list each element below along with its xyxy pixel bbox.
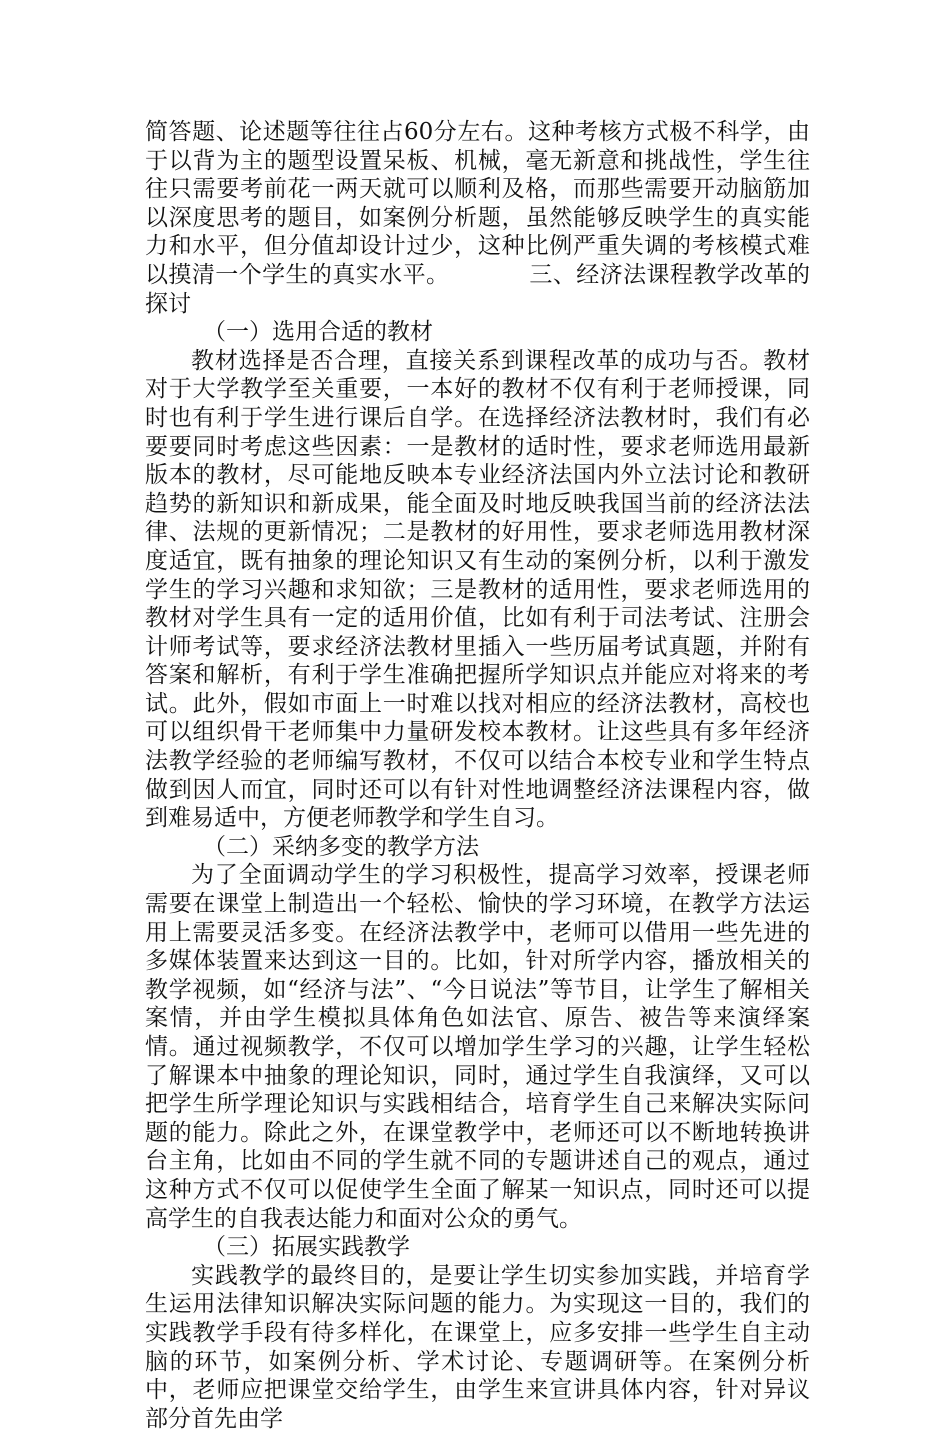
sub2-heading: （二）采纳多变的教学方法 — [203, 833, 479, 860]
intro-paragraph — [145, 118, 810, 318]
section3-heading: 三、经济法课程教学改革的探讨 — [145, 261, 811, 317]
sub1-heading: （一）选用合适的教材 — [203, 319, 433, 346]
sub2-paragraph: 为了全面调动学生的学习积极性，提高学习效率，授课老师需要在课堂上制造出一个轻松、愉快的学习环境，在教学方法运用上需要灵活多变。在经济法教学中，老师可以借用一些先进的多媒体装置来达到这一目的。比如，针对所学内容，播放相关的教学视频，如“经济与法”、“今日说法”等节目，让学生了解相关案情，并由学生模拟具体角色如法官、原告、被告等来演绎案情。通过视频教学，不仅可以增加学生学习的兴趣，让学生轻松了解课本中抽象的理论知识，同时，通过学生自我演绎，又可以把学生所学理论知识与实践相结合，培育学生自己来解决实际问题的能力。除此之外，在课堂教学中，老师还可以不断地转换讲台主角，比如由不同的学生就不同的专题讲述自己的观点，通过这种方式不仅可以促使学生全面了解某一知识点，同时还可以提高学生的自我表达能力和面对公众的勇气。 — [145, 862, 810, 1232]
sub1-paragraph: 教材选择是否合理，直接关系到课程改革的成功与否。教材对于大学教学至关重要，一本好的教材不仅有利于老师授课，同时也有利于学生进行课后自学。在选择经济法教材时，我们有必要要同时考虑这些因素：一是教材的适时性，要求老师选用最新版本的教材，尽可能地反映本专业经济法国内外立法讨论和教研趋势的新知识和新成果，能全面及时地反映我国当前的经济法法律、法规的更新情况；二是教材的好用性，要求老师选用教材深度适宜，既有抽象的理论知识又有生动的案例分析，以利于激发学生的学习兴趣和求知欲；三是教材的适用性，要求老师选用的教材对学生具有一定的适用价值，比如有利于司法考试、注册会计师考试等，要求经济法教材里插入一些历届考试真题，并附有答案和解析，有利于学生准确把握所学知识点并能应对将来的考试。此外，假如市面上一时难以找对相应的经济法教材，高校也可以组织骨干老师集中力量研发校本教材。让这些具有多年经济法教学经验的老师编写教材，不仅可以结合本校专业和学生特点做到因人而宜，同时还可以有针对性地调整经济法课程内容，做到难易适中，方便老师教学和学生自习。 — [145, 347, 810, 832]
document-body — [145, 118, 810, 1433]
sub3-heading: （三）拓展实践教学 — [203, 1234, 410, 1261]
sub3-paragraph: 实践教学的最终目的，是要让学生切实参加实践，并培育学生运用法律知识解决实际问题的能力。为实现这一目的，我们的实践教学手段有待多样化，在课堂上，应多安排一些学生自主动脑的环节，如案例分析、学术讨论、专题调研等。在案例分析中，老师应把课堂交给学生，由学生来宣讲具体内容，针对异议部分首先由学 — [145, 1262, 810, 1432]
intro-paragraph-text: 简答题、论述题等往往占60分左右。这种考核方式极不科学，由于以背为主的题型设置呆板、机械，毫无新意和挑战性，学生往往只需要考前花一两天就可以顺利及格，而那些需要开动脑筋加以深度思考的题目，如案例分析题，虽然能够反映学生的真实能力和水平，但分值却设计过少，这种比例严重失调的考核模式难以摸清一个学生的真实水平。 — [145, 119, 810, 288]
